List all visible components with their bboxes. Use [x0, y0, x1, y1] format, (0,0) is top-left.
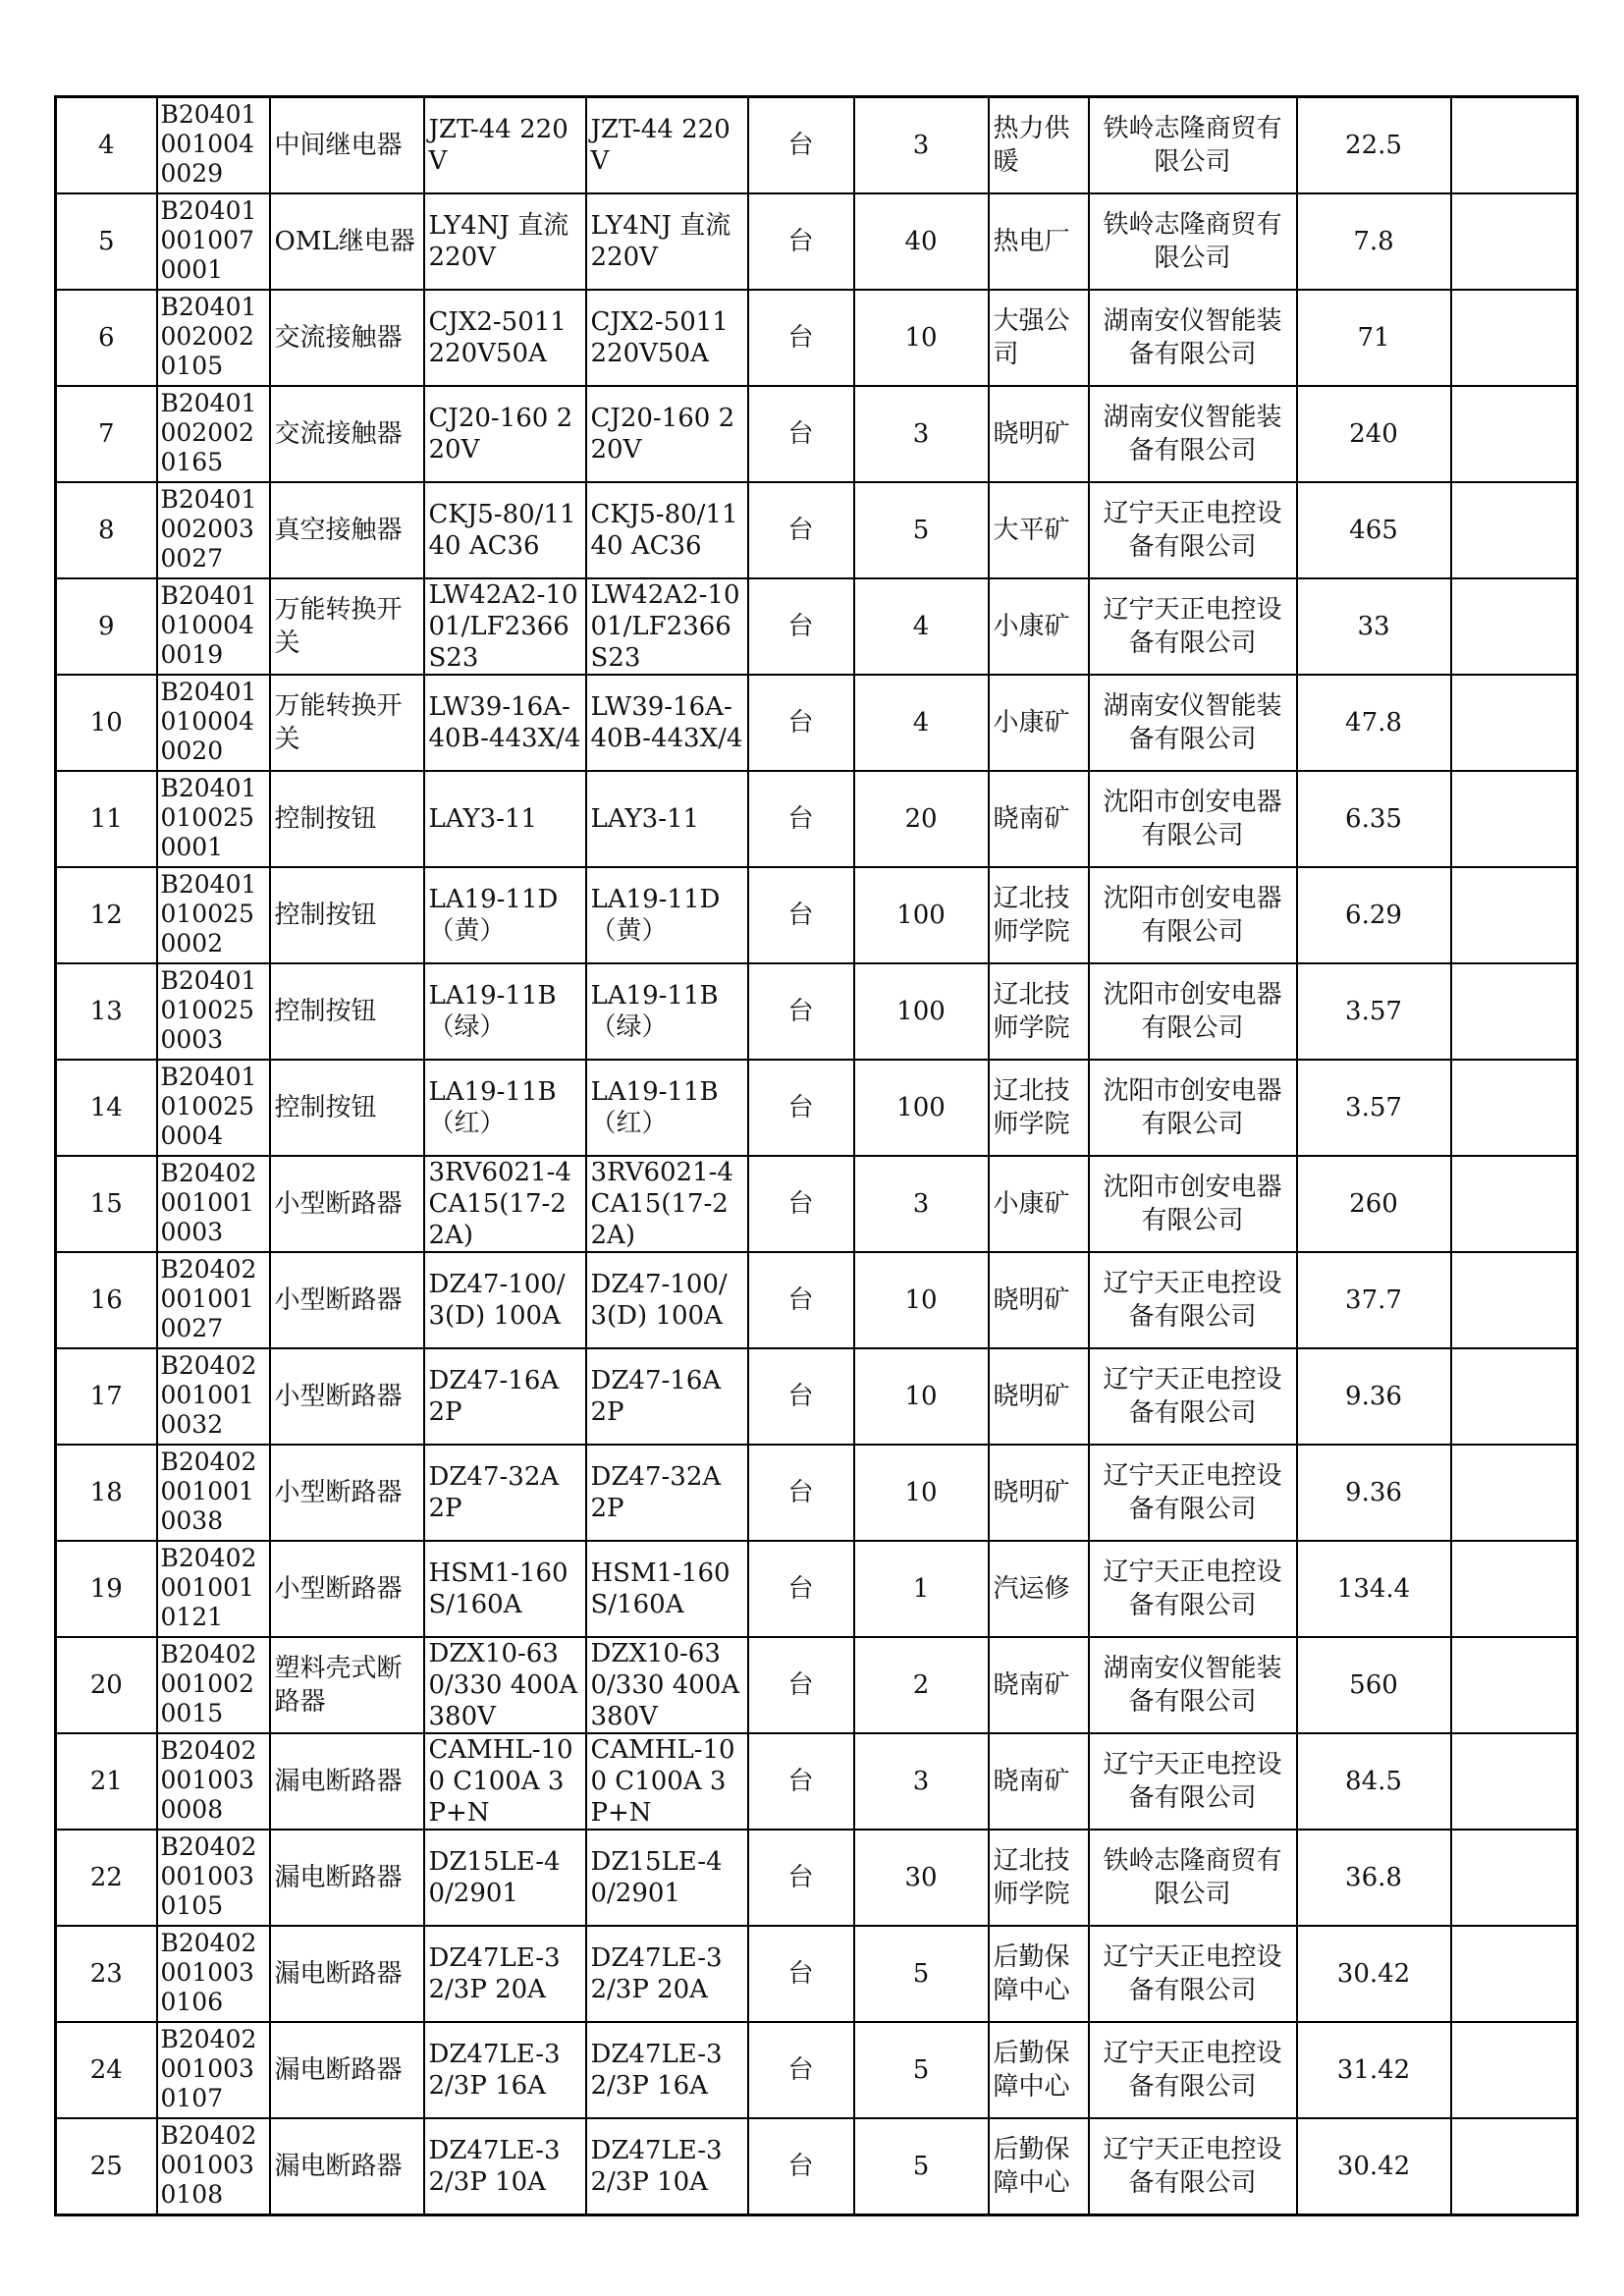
quantity-cell: 10 — [854, 1252, 989, 1348]
note-cell — [1451, 771, 1578, 867]
material-code-cell: B204010020030027 — [157, 482, 270, 578]
unit-cell: 台 — [748, 1541, 854, 1637]
material-code-cell: B204010100040019 — [157, 578, 270, 675]
user-unit-cell: 大强公司 — [989, 290, 1089, 386]
price-cell: 3.57 — [1297, 1060, 1451, 1156]
table-row — [56, 1541, 1578, 1637]
note-cell — [1451, 1060, 1578, 1156]
supplier-cell: 铁岭志隆商贸有限公司 — [1089, 193, 1297, 290]
user-unit-cell: 晓明矿 — [989, 1348, 1089, 1445]
user-unit-cell: 晓南矿 — [989, 1637, 1089, 1733]
user-unit-cell: 辽北技师学院 — [989, 1830, 1089, 1926]
unit-cell: 台 — [748, 2118, 854, 2215]
price-cell: 6.35 — [1297, 771, 1451, 867]
unit-cell: 台 — [748, 1156, 854, 1252]
table-row — [56, 1637, 1578, 1733]
user-unit-cell: 小康矿 — [989, 1156, 1089, 1252]
supplier-cell: 铁岭志隆商贸有限公司 — [1089, 1830, 1297, 1926]
table-row — [56, 290, 1578, 386]
price-cell: 7.8 — [1297, 193, 1451, 290]
row-number-cell: 23 — [56, 1926, 157, 2022]
unit-cell: 台 — [748, 290, 854, 386]
quantity-cell: 4 — [854, 675, 989, 771]
spec-cell: LAY3-11 — [586, 771, 748, 867]
model-cell: DZ47LE-32/3P 10A — [424, 2118, 586, 2215]
note-cell — [1451, 1830, 1578, 1926]
table-row — [56, 1733, 1578, 1830]
supplier-cell: 辽宁天正电控设备有限公司 — [1089, 2118, 1297, 2215]
price-cell: 3.57 — [1297, 963, 1451, 1060]
price-cell: 560 — [1297, 1637, 1451, 1733]
quantity-cell: 10 — [854, 290, 989, 386]
table-row — [56, 963, 1578, 1060]
spec-cell: HSM1-160S/160A — [586, 1541, 748, 1637]
price-cell: 47.8 — [1297, 675, 1451, 771]
user-unit-cell: 晓明矿 — [989, 1445, 1089, 1541]
table-row — [56, 1348, 1578, 1445]
material-code-cell: B204010100250003 — [157, 963, 270, 1060]
spec-cell: CJ20-160 220V — [586, 386, 748, 482]
quantity-cell: 10 — [854, 1348, 989, 1445]
item-name-cell: OML继电器 — [270, 193, 424, 290]
note-cell — [1451, 1541, 1578, 1637]
quantity-cell: 3 — [854, 386, 989, 482]
item-name-cell: 小型断路器 — [270, 1541, 424, 1637]
item-name-cell: 漏电断路器 — [270, 2118, 424, 2215]
row-number-cell: 11 — [56, 771, 157, 867]
user-unit-cell: 后勤保障中心 — [989, 2118, 1089, 2215]
table-row — [56, 771, 1578, 867]
item-name-cell: 万能转换开关 — [270, 675, 424, 771]
material-code-cell: B204010100040020 — [157, 675, 270, 771]
row-number-cell: 4 — [56, 97, 157, 194]
unit-cell: 台 — [748, 97, 854, 194]
model-cell: DZ15LE-40/2901 — [424, 1830, 586, 1926]
item-name-cell: 漏电断路器 — [270, 1830, 424, 1926]
item-name-cell: 控制按钮 — [270, 771, 424, 867]
user-unit-cell: 大平矿 — [989, 482, 1089, 578]
material-code-cell: B204020010030106 — [157, 1926, 270, 2022]
user-unit-cell: 汽运修 — [989, 1541, 1089, 1637]
supplier-cell: 辽宁天正电控设备有限公司 — [1089, 1348, 1297, 1445]
supplier-cell: 辽宁天正电控设备有限公司 — [1089, 1541, 1297, 1637]
item-name-cell: 交流接触器 — [270, 386, 424, 482]
quantity-cell: 40 — [854, 193, 989, 290]
item-name-cell: 控制按钮 — [270, 867, 424, 963]
note-cell — [1451, 1348, 1578, 1445]
model-cell: DZ47-100/3(D) 100A — [424, 1252, 586, 1348]
quantity-cell: 20 — [854, 771, 989, 867]
quantity-cell: 5 — [854, 2118, 989, 2215]
supplier-cell: 沈阳市创安电器有限公司 — [1089, 867, 1297, 963]
model-cell: DZ47LE-32/3P 20A — [424, 1926, 586, 2022]
unit-cell: 台 — [748, 1637, 854, 1733]
note-cell — [1451, 1637, 1578, 1733]
table-body — [56, 97, 1578, 2215]
supplier-cell: 辽宁天正电控设备有限公司 — [1089, 2022, 1297, 2118]
item-name-cell: 漏电断路器 — [270, 1733, 424, 1830]
model-cell: JZT-44 220V — [424, 97, 586, 194]
quantity-cell: 3 — [854, 1156, 989, 1252]
row-number-cell: 19 — [56, 1541, 157, 1637]
note-cell — [1451, 867, 1578, 963]
spec-cell: LW39-16A-40B-443X/4 — [586, 675, 748, 771]
quantity-cell: 5 — [854, 2022, 989, 2118]
note-cell — [1451, 290, 1578, 386]
note-cell — [1451, 2022, 1578, 2118]
unit-cell: 台 — [748, 578, 854, 675]
model-cell: DZ47-32A 2P — [424, 1445, 586, 1541]
price-cell: 31.42 — [1297, 2022, 1451, 2118]
user-unit-cell: 小康矿 — [989, 578, 1089, 675]
supplier-cell: 湖南安仪智能装备有限公司 — [1089, 386, 1297, 482]
spec-cell: LA19-11B（红） — [586, 1060, 748, 1156]
price-cell: 9.36 — [1297, 1348, 1451, 1445]
model-cell: CJX2-5011 220V50A — [424, 290, 586, 386]
item-name-cell: 小型断路器 — [270, 1252, 424, 1348]
table-row — [56, 1060, 1578, 1156]
model-cell: 3RV6021-4CA15(17-22A) — [424, 1156, 586, 1252]
supplier-cell: 铁岭志隆商贸有限公司 — [1089, 97, 1297, 194]
unit-cell: 台 — [748, 2022, 854, 2118]
row-number-cell: 18 — [56, 1445, 157, 1541]
table-row — [56, 1445, 1578, 1541]
row-number-cell: 5 — [56, 193, 157, 290]
item-name-cell: 小型断路器 — [270, 1445, 424, 1541]
procurement-table — [54, 95, 1579, 2216]
user-unit-cell: 后勤保障中心 — [989, 1926, 1089, 2022]
table-row — [56, 2118, 1578, 2215]
supplier-cell: 沈阳市创安电器有限公司 — [1089, 771, 1297, 867]
unit-cell: 台 — [748, 193, 854, 290]
note-cell — [1451, 963, 1578, 1060]
material-code-cell: B204010010070001 — [157, 193, 270, 290]
unit-cell: 台 — [748, 1348, 854, 1445]
unit-cell: 台 — [748, 1733, 854, 1830]
price-cell: 240 — [1297, 386, 1451, 482]
price-cell: 30.42 — [1297, 1926, 1451, 2022]
table-row — [56, 2022, 1578, 2118]
note-cell — [1451, 386, 1578, 482]
quantity-cell: 30 — [854, 1830, 989, 1926]
material-code-cell: B204020010030108 — [157, 2118, 270, 2215]
model-cell: HSM1-160S/160A — [424, 1541, 586, 1637]
row-number-cell: 13 — [56, 963, 157, 1060]
model-cell: CKJ5-80/1140 AC36 — [424, 482, 586, 578]
row-number-cell: 9 — [56, 578, 157, 675]
spec-cell: LY4NJ 直流220V — [586, 193, 748, 290]
note-cell — [1451, 1733, 1578, 1830]
note-cell — [1451, 675, 1578, 771]
quantity-cell: 100 — [854, 867, 989, 963]
quantity-cell: 100 — [854, 963, 989, 1060]
unit-cell: 台 — [748, 771, 854, 867]
spec-cell: JZT-44 220V — [586, 97, 748, 194]
material-code-cell: B204010020020105 — [157, 290, 270, 386]
quantity-cell: 1 — [854, 1541, 989, 1637]
price-cell: 37.7 — [1297, 1252, 1451, 1348]
table-row — [56, 193, 1578, 290]
quantity-cell: 100 — [854, 1060, 989, 1156]
model-cell: LW39-16A-40B-443X/4 — [424, 675, 586, 771]
unit-cell: 台 — [748, 675, 854, 771]
unit-cell: 台 — [748, 1830, 854, 1926]
row-number-cell: 17 — [56, 1348, 157, 1445]
table-row — [56, 482, 1578, 578]
material-code-cell: B204020010030008 — [157, 1733, 270, 1830]
unit-cell: 台 — [748, 482, 854, 578]
material-code-cell: B204010100250001 — [157, 771, 270, 867]
spec-cell: DZ47-32A 2P — [586, 1445, 748, 1541]
spec-cell: DZ47-16A 2P — [586, 1348, 748, 1445]
material-code-cell: B204020010010003 — [157, 1156, 270, 1252]
row-number-cell: 21 — [56, 1733, 157, 1830]
quantity-cell: 4 — [854, 578, 989, 675]
note-cell — [1451, 578, 1578, 675]
table-row — [56, 578, 1578, 675]
price-cell: 36.8 — [1297, 1830, 1451, 1926]
spec-cell: CAMHL-100 C100A 3P+N — [586, 1733, 748, 1830]
model-cell: LAY3-11 — [424, 771, 586, 867]
quantity-cell: 5 — [854, 482, 989, 578]
table-row — [56, 867, 1578, 963]
table-row — [56, 1830, 1578, 1926]
item-name-cell: 漏电断路器 — [270, 1926, 424, 2022]
note-cell — [1451, 193, 1578, 290]
item-name-cell: 小型断路器 — [270, 1156, 424, 1252]
item-name-cell: 小型断路器 — [270, 1348, 424, 1445]
model-cell: CAMHL-100 C100A 3P+N — [424, 1733, 586, 1830]
model-cell: LA19-11B（红） — [424, 1060, 586, 1156]
model-cell: LA19-11B（绿） — [424, 963, 586, 1060]
user-unit-cell: 后勤保障中心 — [989, 2022, 1089, 2118]
supplier-cell: 辽宁天正电控设备有限公司 — [1089, 1445, 1297, 1541]
table-row — [56, 386, 1578, 482]
quantity-cell: 2 — [854, 1637, 989, 1733]
table-row — [56, 1156, 1578, 1252]
spec-cell: DZ47LE-32/3P 16A — [586, 2022, 748, 2118]
user-unit-cell: 热电厂 — [989, 193, 1089, 290]
row-number-cell: 10 — [56, 675, 157, 771]
unit-cell: 台 — [748, 963, 854, 1060]
spec-cell: DZ47LE-32/3P 20A — [586, 1926, 748, 2022]
price-cell: 71 — [1297, 290, 1451, 386]
material-code-cell: B204020010020015 — [157, 1637, 270, 1733]
quantity-cell: 10 — [854, 1445, 989, 1541]
unit-cell: 台 — [748, 867, 854, 963]
user-unit-cell: 辽北技师学院 — [989, 867, 1089, 963]
note-cell — [1451, 1156, 1578, 1252]
item-name-cell: 塑料壳式断路器 — [270, 1637, 424, 1733]
row-number-cell: 16 — [56, 1252, 157, 1348]
price-cell: 22.5 — [1297, 97, 1451, 194]
item-name-cell: 真空接触器 — [270, 482, 424, 578]
model-cell: LY4NJ 直流220V — [424, 193, 586, 290]
spec-cell: DZ47-100/3(D) 100A — [586, 1252, 748, 1348]
unit-cell: 台 — [748, 1926, 854, 2022]
item-name-cell: 交流接触器 — [270, 290, 424, 386]
user-unit-cell: 辽北技师学院 — [989, 1060, 1089, 1156]
user-unit-cell: 辽北技师学院 — [989, 963, 1089, 1060]
quantity-cell: 3 — [854, 97, 989, 194]
row-number-cell: 14 — [56, 1060, 157, 1156]
material-code-cell: B204020010010038 — [157, 1445, 270, 1541]
spec-cell: CKJ5-80/1140 AC36 — [586, 482, 748, 578]
material-code-cell: B204020010010027 — [157, 1252, 270, 1348]
row-number-cell: 24 — [56, 2022, 157, 2118]
price-cell: 260 — [1297, 1156, 1451, 1252]
supplier-cell: 沈阳市创安电器有限公司 — [1089, 1060, 1297, 1156]
material-code-cell: B204020010010032 — [157, 1348, 270, 1445]
row-number-cell: 20 — [56, 1637, 157, 1733]
note-cell — [1451, 1926, 1578, 2022]
model-cell: DZ47-16A 2P — [424, 1348, 586, 1445]
supplier-cell: 辽宁天正电控设备有限公司 — [1089, 1733, 1297, 1830]
price-cell: 33 — [1297, 578, 1451, 675]
spec-cell: LW42A2-1001/LF2366S23 — [586, 578, 748, 675]
row-number-cell: 8 — [56, 482, 157, 578]
row-number-cell: 22 — [56, 1830, 157, 1926]
price-cell: 465 — [1297, 482, 1451, 578]
supplier-cell: 辽宁天正电控设备有限公司 — [1089, 578, 1297, 675]
spec-cell: LA19-11B（绿） — [586, 963, 748, 1060]
note-cell — [1451, 2118, 1578, 2215]
unit-cell: 台 — [748, 1445, 854, 1541]
material-code-cell: B204010010040029 — [157, 97, 270, 194]
spec-cell: LA19-11D（黄） — [586, 867, 748, 963]
supplier-cell: 湖南安仪智能装备有限公司 — [1089, 290, 1297, 386]
supplier-cell: 辽宁天正电控设备有限公司 — [1089, 1252, 1297, 1348]
table-row — [56, 1252, 1578, 1348]
price-cell: 6.29 — [1297, 867, 1451, 963]
item-name-cell: 控制按钮 — [270, 963, 424, 1060]
row-number-cell: 12 — [56, 867, 157, 963]
item-name-cell: 控制按钮 — [270, 1060, 424, 1156]
price-cell: 30.42 — [1297, 2118, 1451, 2215]
user-unit-cell: 晓南矿 — [989, 1733, 1089, 1830]
item-name-cell: 万能转换开关 — [270, 578, 424, 675]
material-code-cell: B204010100250002 — [157, 867, 270, 963]
note-cell — [1451, 97, 1578, 194]
unit-cell: 台 — [748, 386, 854, 482]
material-code-cell: B204010100250004 — [157, 1060, 270, 1156]
table-row — [56, 97, 1578, 194]
material-code-cell: B204020010030107 — [157, 2022, 270, 2118]
quantity-cell: 5 — [854, 1926, 989, 2022]
supplier-cell: 湖南安仪智能装备有限公司 — [1089, 1637, 1297, 1733]
table-row — [56, 1926, 1578, 2022]
row-number-cell: 7 — [56, 386, 157, 482]
price-cell: 9.36 — [1297, 1445, 1451, 1541]
supplier-cell: 辽宁天正电控设备有限公司 — [1089, 482, 1297, 578]
spec-cell: DZX10-630/330 400A 380V — [586, 1637, 748, 1733]
model-cell: LA19-11D（黄） — [424, 867, 586, 963]
row-number-cell: 6 — [56, 290, 157, 386]
material-code-cell: B204020010030105 — [157, 1830, 270, 1926]
spec-cell: CJX2-5011 220V50A — [586, 290, 748, 386]
supplier-cell: 湖南安仪智能装备有限公司 — [1089, 675, 1297, 771]
spec-cell: DZ15LE-40/2901 — [586, 1830, 748, 1926]
model-cell: CJ20-160 220V — [424, 386, 586, 482]
quantity-cell: 3 — [854, 1733, 989, 1830]
note-cell — [1451, 1445, 1578, 1541]
spec-cell: DZ47LE-32/3P 10A — [586, 2118, 748, 2215]
row-number-cell: 25 — [56, 2118, 157, 2215]
note-cell — [1451, 1252, 1578, 1348]
price-cell: 134.4 — [1297, 1541, 1451, 1637]
price-cell: 84.5 — [1297, 1733, 1451, 1830]
row-number-cell: 15 — [56, 1156, 157, 1252]
model-cell: LW42A2-1001/LF2366S23 — [424, 578, 586, 675]
user-unit-cell: 热力供暖 — [989, 97, 1089, 194]
model-cell: DZ47LE-32/3P 16A — [424, 2022, 586, 2118]
material-code-cell: B204010020020165 — [157, 386, 270, 482]
material-code-cell: B204020010010121 — [157, 1541, 270, 1637]
note-cell — [1451, 482, 1578, 578]
supplier-cell: 辽宁天正电控设备有限公司 — [1089, 1926, 1297, 2022]
user-unit-cell: 晓南矿 — [989, 771, 1089, 867]
item-name-cell: 漏电断路器 — [270, 2022, 424, 2118]
item-name-cell: 中间继电器 — [270, 97, 424, 194]
user-unit-cell: 小康矿 — [989, 675, 1089, 771]
unit-cell: 台 — [748, 1252, 854, 1348]
supplier-cell: 沈阳市创安电器有限公司 — [1089, 963, 1297, 1060]
unit-cell: 台 — [748, 1060, 854, 1156]
supplier-cell: 沈阳市创安电器有限公司 — [1089, 1156, 1297, 1252]
model-cell: DZX10-630/330 400A 380V — [424, 1637, 586, 1733]
user-unit-cell: 晓明矿 — [989, 1252, 1089, 1348]
spec-cell: 3RV6021-4CA15(17-22A) — [586, 1156, 748, 1252]
table-row — [56, 675, 1578, 771]
user-unit-cell: 晓明矿 — [989, 386, 1089, 482]
